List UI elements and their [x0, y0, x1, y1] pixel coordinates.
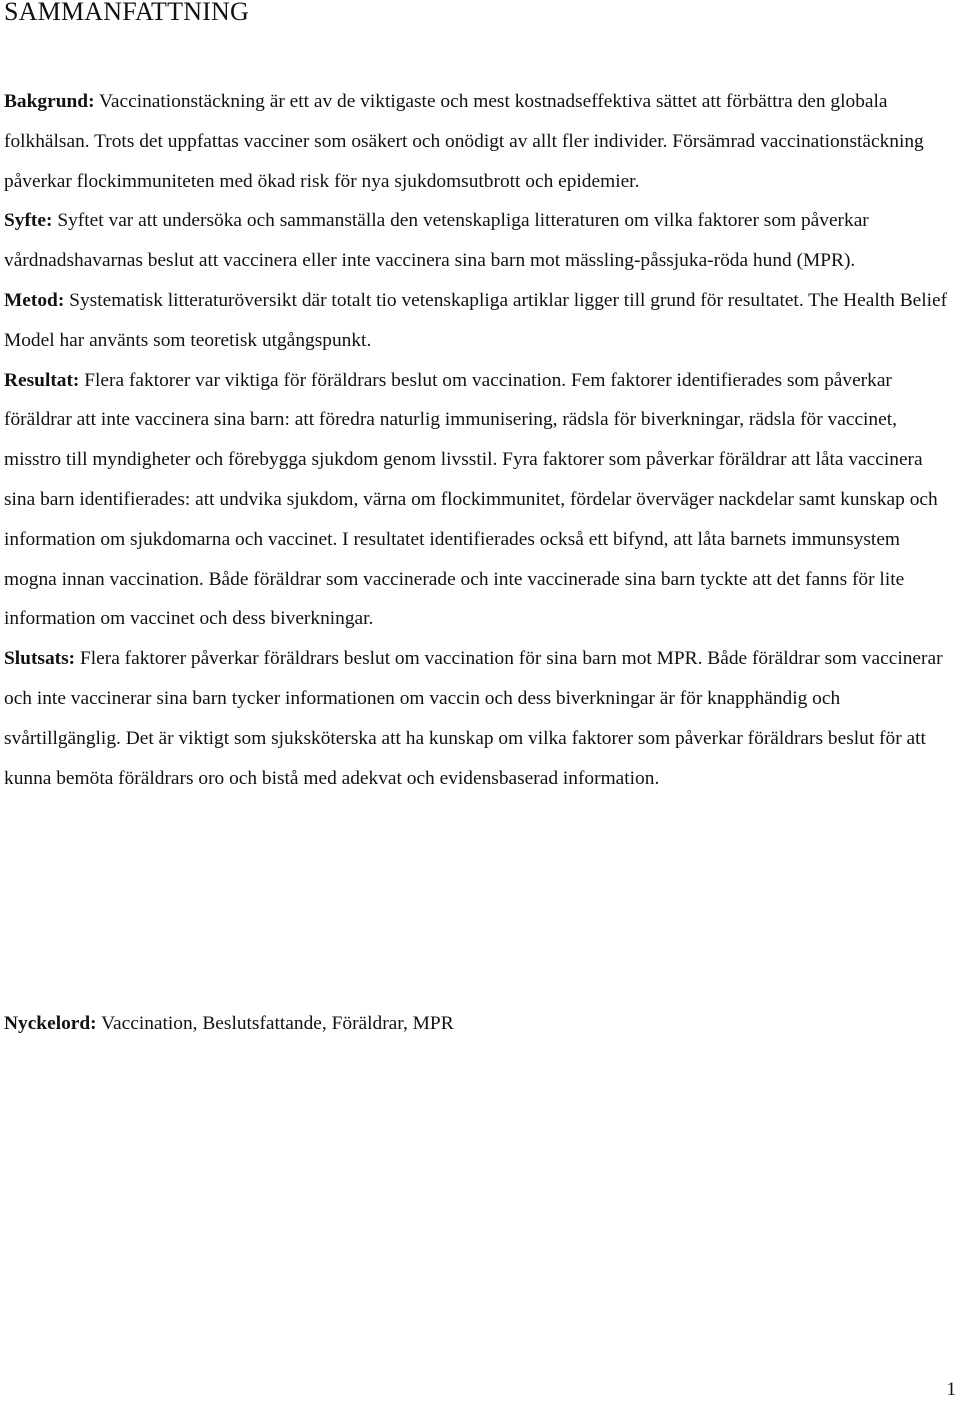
- abstract-body: [4, 82, 954, 798]
- keywords-label: Nyckelord:: [4, 1013, 97, 1034]
- section-resultat: [4, 361, 954, 640]
- section-text-slutsats: Flera faktorer påverkar föräldrars beslut om vaccination för sina barn mot MPR. Både föräldrar som vaccinerar och inte vaccinerar sina barn tycker informationen om vaccin och dess biverkningar är för knapphändig och svårtillgänglig. Det är viktigt som sjuksköterska att ha kunskap om vilka faktorer som påverkar föräldrars beslut för att kunna bemöta föräldrars oro och bistå med adekvat och evidensbaserad information.: [4, 648, 943, 789]
- section-label-slutsats: Slutsats:: [4, 648, 76, 670]
- section-syfte: [4, 201, 954, 281]
- section-bakgrund: [4, 82, 954, 201]
- section-text-syfte: Syftet var att undersöka och sammanställa den vetenskapliga litteraturen om vilka faktorer som påverkar vårdnadshavarnas beslut att vaccinera eller inte vaccinera sina barn mot mässling-påssjuka-röda hund (MPR).: [4, 210, 869, 272]
- section-slutsats: [4, 639, 954, 798]
- section-label-syfte: Syfte:: [4, 210, 53, 232]
- section-label-metod: Metod:: [4, 289, 65, 311]
- section-text-bakgrund: Vaccinationstäckning är ett av de viktigaste och mest kostnadseffektiva sättet att förbättra den globala folkhälsan. Trots det uppfattas vacciner som osäkert och onödigt av allt fler individer. Försämrad vaccinationstäckning påverkar flockimmuniteten med ökad risk för nya sjukdomsutbrott och epidemier.: [4, 91, 924, 192]
- section-text-metod: Systematisk litteraturöversikt där totalt tio vetenskapliga artiklar ligger till grund för resultatet. The Health Belief Model har använts som teoretisk utgångspunkt.: [4, 289, 948, 351]
- keywords-text: Vaccination, Beslutsfattande, Föräldrar, MPR: [101, 1013, 454, 1034]
- section-label-bakgrund: Bakgrund:: [4, 91, 95, 112]
- page-number: 1: [946, 1379, 956, 1400]
- page-title: SAMMANFATTNING: [4, 0, 250, 26]
- section-text-resultat: Flera faktorer var viktiga för föräldrars beslut om vaccination. Fem faktorer identifierades som påverkar föräldrar att inte vaccinera sina barn: att föredra naturlig immunisering, rädsla för biverkningar, rädsla för vaccinet, misstro till myndigheter och förebygga sjukdom genom livsstil. Fyra faktorer som påverkar föräldrar att låta vaccinera sina barn identifierades: att undvika sjukdom, värna om flockimmunitet, fördelar överväger nackdelar samt kunskap och information om sjukdomarna och vaccinet. I resultatet identifierades också ett bifynd, att låta barnets immunsystem mogna innan vaccination. Både föräldrar som vaccinerade och inte vaccinerade sina barn tyckte att det fanns för lite information om vaccinet och dess biverkningar.: [4, 369, 938, 630]
- section-label-resultat: Resultat:: [4, 369, 80, 391]
- keywords: [4, 1004, 954, 1044]
- section-metod: [4, 281, 954, 361]
